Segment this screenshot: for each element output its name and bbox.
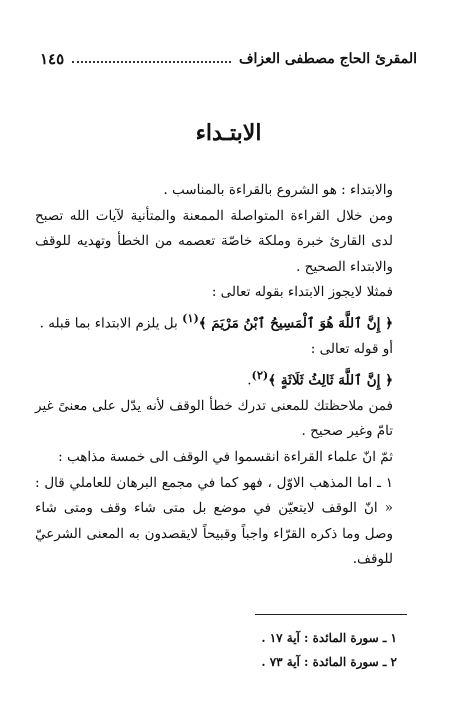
running-header (40, 44, 417, 68)
paragraph: فمن ملاحظتك للمعنى تدرك خطأ الوقف لأنه يدّل على معنىً غير تامّ وغير صحيح . (35, 397, 393, 440)
quran-verse-line (35, 363, 407, 394)
paragraph: ١ ـ اما المذهب الاوّل ، فهو كما في مجمع البرهان للعاملي قال : « انّ الوقف لايتعيّن في موضع بل متى شاء وقف ومتى شاء وصل وما ذكره القرّاء واجباً وقبيحاً لايقصدون به المعنى الشرعيّ للوقف. (35, 474, 393, 568)
paragraph: فمثلا لايجوز الابتداء بقوله تعالى : (211, 284, 393, 301)
paragraph: ومن خلال القراءة المتواصلة الممعنة والمتأنية لآيات الله تصبح لدى القارئ خبرة وملكة خاصّة تعصمه من الخطأ وتهديه للوقف والابتداء الصحيح . (35, 207, 393, 275)
footnote-marker: (٢) (251, 367, 269, 382)
running-title: المقرئ الحاج مصطفى العزاف (238, 51, 417, 67)
footnote: ٢ ـ سورة المائدة : آية ٧٣ . (261, 655, 397, 669)
page-number: ١٤٥ (40, 50, 65, 68)
paragraph: والابتداء : هو الشروع بالقراءة بالمناسب . (163, 182, 393, 198)
footnotes (97, 626, 397, 674)
footnote: ١ ـ سورة المائدة : آية ١٧ . (261, 631, 397, 645)
dot-leader (72, 61, 231, 63)
chapter-title: الابتـداء (195, 120, 262, 146)
paragraph: ثمّ انّ علماء القراءة انقسموا في الوقف الى خمسة مذاهب : (58, 448, 393, 465)
verse-end: . (247, 372, 252, 389)
quran-verse: ﴿ إِنَّ ٱللَّهَ هُوَ ٱلْمَسِيحُ ٱبْنُ مَرْيَمَ ﴾ (198, 315, 393, 332)
verse-commentary: بل يلزم الابتداء بما قبله . (39, 315, 183, 332)
paragraph: أو قوله تعالى : (310, 341, 393, 358)
footnote-divider (255, 614, 407, 615)
quran-verse-line (35, 306, 407, 337)
footnote-marker: (١) (182, 310, 199, 325)
body-text (35, 178, 407, 573)
quran-verse: ﴿ إِنَّ ٱللَّهَ ثَالِثُ ثَلَاثَةٍ ﴾ (268, 372, 393, 389)
